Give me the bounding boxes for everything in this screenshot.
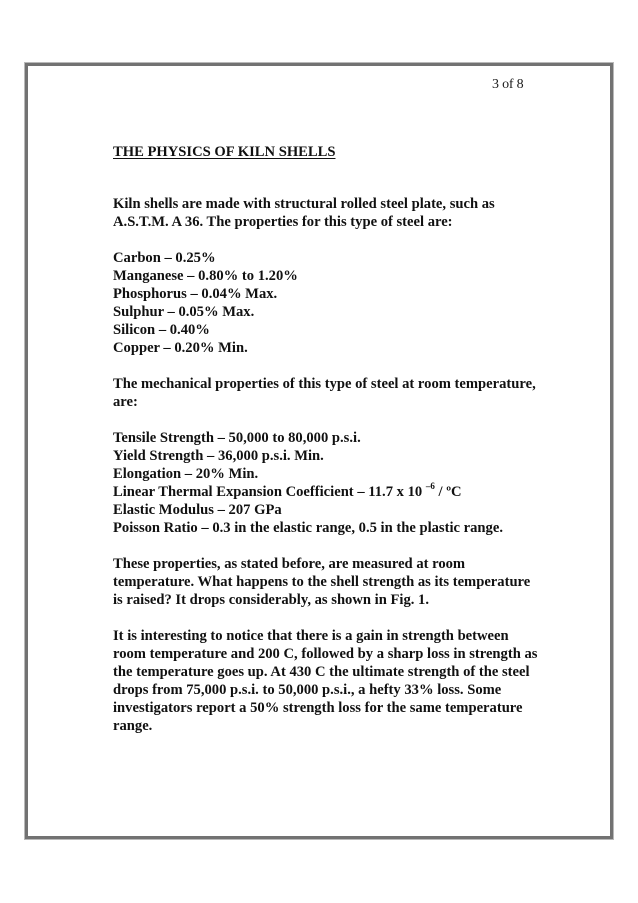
property-tensile-strength: Tensile Strength – 50,000 to 80,000 p.s.i. — [113, 430, 361, 446]
composition-item-silicon: Silicon – 0.40% — [113, 322, 210, 338]
spacer — [113, 231, 553, 249]
text-line: investigators report a 50% strength loss for the same temperature — [113, 700, 523, 716]
document-title: THE PHYSICS OF KILN SHELLS — [113, 144, 336, 160]
text-line: range. — [113, 718, 153, 734]
thermal-expansion-unit: / ºC — [434, 484, 462, 500]
spacer — [113, 161, 553, 195]
spacer — [113, 357, 553, 375]
property-poisson-ratio: Poisson Ratio – 0.3 in the elastic range, 0.5 in the plastic range. — [113, 520, 503, 536]
composition-item-copper: Copper – 0.20% Min. — [113, 340, 248, 356]
property-elongation: Elongation – 20% Min. — [113, 466, 259, 482]
text-line: These properties, as stated before, are measured at room — [113, 556, 466, 572]
composition-item-phosphorus: Phosphorus – 0.04% Max. — [113, 286, 278, 302]
mechanical-properties-list — [113, 429, 553, 537]
spacer — [113, 609, 553, 627]
text-line: room temperature and 200 C, followed by a sharp loss in strength as — [113, 646, 538, 662]
property-thermal-expansion — [113, 483, 553, 501]
thermal-expansion-exponent: –6 — [425, 481, 435, 492]
spacer — [113, 411, 553, 429]
property-elastic-modulus: Elastic Modulus – 207 GPa — [113, 502, 282, 518]
composition-item-sulphur: Sulphur – 0.05% Max. — [113, 304, 255, 320]
intro-paragraph — [113, 195, 553, 231]
text-line: The mechanical properties of this type of steel at room temperature, — [113, 376, 536, 392]
mechanical-intro-paragraph — [113, 375, 553, 411]
text-line: is raised? It drops considerably, as shown in Fig. 1. — [113, 592, 429, 608]
composition-list — [113, 249, 553, 357]
text-line: Kiln shells are made with structural rolled steel plate, such as — [113, 196, 495, 212]
text-line: are: — [113, 394, 138, 410]
composition-item-carbon: Carbon – 0.25% — [113, 250, 216, 266]
text-line: temperature. What happens to the shell strength as its temperature — [113, 574, 531, 590]
thermal-expansion-text: Linear Thermal Expansion Coefficient – 11.7 x 10 — [113, 484, 426, 500]
property-yield-strength: Yield Strength – 36,000 p.s.i. Min. — [113, 448, 324, 464]
temperature-paragraph — [113, 555, 553, 609]
document-body — [113, 143, 553, 735]
composition-item-manganese: Manganese – 0.80% to 1.20% — [113, 268, 298, 284]
strength-paragraph — [113, 627, 553, 735]
spacer — [113, 537, 553, 555]
text-line: drops from 75,000 p.s.i. to 50,000 p.s.i., a hefty 33% loss. Some — [113, 682, 502, 698]
text-line: A.S.T.M. A 36. The properties for this type of steel are: — [113, 214, 453, 230]
text-line: It is interesting to notice that there is a gain in strength between — [113, 628, 509, 644]
page-number: 3 of 8 — [492, 77, 524, 92]
text-line: the temperature goes up. At 430 C the ultimate strength of the steel — [113, 664, 530, 680]
